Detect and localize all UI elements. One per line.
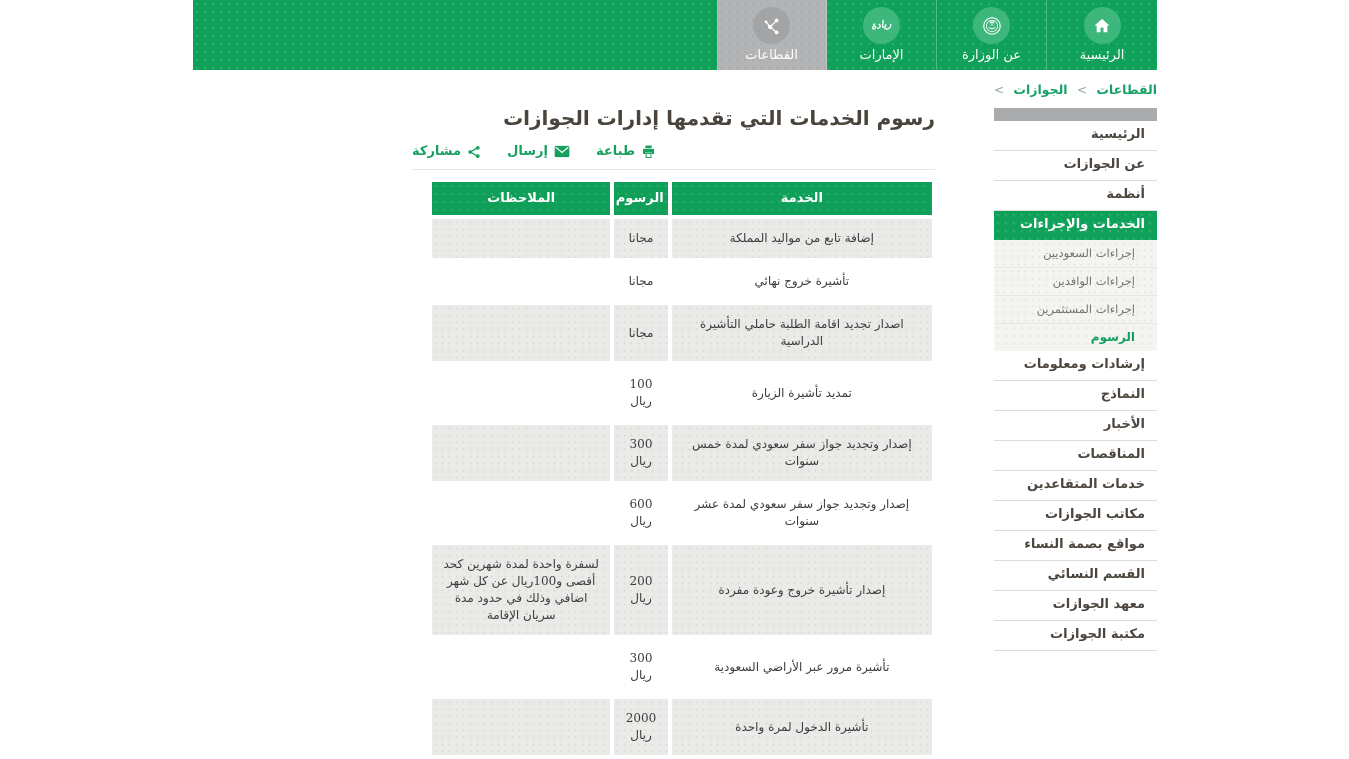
notes-cell xyxy=(432,699,610,755)
printer-icon xyxy=(641,144,656,159)
sidebar-item[interactable] xyxy=(994,381,1157,411)
notes-cell xyxy=(432,262,610,301)
nav-tabs xyxy=(717,0,1157,70)
print-button[interactable] xyxy=(596,144,656,159)
table-row xyxy=(432,262,932,301)
breadcrumb-separator: < xyxy=(1076,83,1087,97)
sidebar-item-label: الرسوم xyxy=(1090,330,1135,344)
table-row xyxy=(432,639,932,695)
sidebar-item[interactable] xyxy=(994,561,1157,591)
sidebar-item[interactable] xyxy=(994,181,1157,211)
service-cell: تمديد تأشيرة الزيارة xyxy=(672,365,932,421)
fee-cell: 200 ريال xyxy=(614,545,667,635)
nav-tab-emirates[interactable] xyxy=(827,0,937,70)
service-cell: إصدار وتجديد جواز سفر سعودي لمدة خمس سنوات xyxy=(672,425,932,481)
emirates-calligraphy-icon: ريادة xyxy=(863,7,900,44)
sidebar-item-label: الأخبار xyxy=(1103,417,1145,432)
fee-cell: 2000 ريال xyxy=(614,699,667,755)
sidebar-item[interactable] xyxy=(994,411,1157,441)
ministry-emblem-icon xyxy=(973,7,1010,44)
share-icon xyxy=(467,145,481,159)
sidebar-item-label: خدمات المتقاعدين xyxy=(1027,477,1145,492)
sidebar-item-label: إجراءات السعوديين xyxy=(1043,246,1135,260)
notes-cell xyxy=(432,639,610,695)
service-cell: إصدار وتجديد جواز سفر سعودي لمدة عشر سنوات xyxy=(672,485,932,541)
service-cell: إضافة تابع من مواليد المملكة xyxy=(672,219,932,258)
header-notes: الملاحظات xyxy=(432,182,610,215)
nav-tab-label: القطاعات xyxy=(745,48,798,63)
table-row xyxy=(432,485,932,541)
sidebar-item[interactable] xyxy=(994,296,1157,324)
sidebar-item-label: القسم النسائي xyxy=(1047,567,1145,582)
top-navbar xyxy=(193,0,1157,70)
service-cell: إصدار تأشيرة خروج وعودة مفردة xyxy=(672,545,932,635)
breadcrumb-link-passports[interactable]: الجوازات xyxy=(1013,82,1068,97)
sidebar-menu xyxy=(994,121,1157,651)
sidebar-item-label: مكتبة الجوازات xyxy=(1050,627,1145,642)
sidebar-item[interactable] xyxy=(994,211,1157,240)
breadcrumb-link-sectors[interactable]: القطاعات xyxy=(1096,82,1157,97)
sidebar-item-label: معهد الجوازات xyxy=(1052,597,1145,612)
sidebar-item-label: إرشادات ومعلومات xyxy=(1023,357,1145,372)
sidebar-item-label: مواقع بصمة النساء xyxy=(1024,537,1145,552)
page-title: رسوم الخدمات التي تقدمها إدارات الجوازات xyxy=(503,106,935,130)
print-label: طباعة xyxy=(595,144,636,159)
table-body xyxy=(432,219,932,755)
header-service: الخدمة xyxy=(672,182,932,215)
nav-tab-label: عن الوزارة xyxy=(961,48,1022,63)
table-row xyxy=(432,305,932,361)
share-button[interactable] xyxy=(412,144,481,159)
nav-tab-home[interactable] xyxy=(1047,0,1157,70)
share-label: مشاركة xyxy=(412,144,462,159)
sidebar-item-label: إجراءات الوافدين xyxy=(1052,274,1135,288)
notes-cell: لسفرة واحدة لمدة شهرين كحد أقصى و100ريال عن كل شهر اضافي وذلك في حدود مدة سريان الإقامة xyxy=(432,545,610,635)
sidebar-item-label: المناقصات xyxy=(1077,447,1145,462)
sidebar-item-label: الرئيسية xyxy=(1090,127,1145,142)
sectors-network-icon xyxy=(753,7,790,44)
fee-cell: 300 ريال xyxy=(614,639,667,695)
nav-tab-label: الرئيسية xyxy=(1079,48,1125,63)
table-row xyxy=(432,699,932,755)
sidebar-item[interactable] xyxy=(994,151,1157,181)
notes-cell xyxy=(432,485,610,541)
envelope-icon xyxy=(554,145,570,158)
send-label: إرسال xyxy=(507,144,548,159)
header-fee: الرسوم xyxy=(614,182,667,215)
fee-cell: مجانا xyxy=(614,219,667,258)
sidebar-item[interactable] xyxy=(994,240,1157,268)
breadcrumb-separator: < xyxy=(994,83,1005,97)
sidebar-item[interactable] xyxy=(994,268,1157,296)
sidebar-item[interactable] xyxy=(994,531,1157,561)
table-row xyxy=(432,219,932,258)
sidebar-item[interactable] xyxy=(994,591,1157,621)
breadcrumb xyxy=(989,82,1157,97)
sidebar-item[interactable] xyxy=(994,501,1157,531)
notes-cell xyxy=(432,425,610,481)
sidebar-item-label: عن الجوازات xyxy=(1063,157,1145,172)
sidebar-item-label: إجراءات المستثمرين xyxy=(1036,302,1135,316)
home-icon xyxy=(1084,7,1121,44)
sidebar-item[interactable] xyxy=(994,324,1157,351)
fee-cell: 300 ريال xyxy=(614,425,667,481)
sidebar-top-bar xyxy=(994,108,1157,121)
notes-cell xyxy=(432,305,610,361)
sidebar-item-label: مكاتب الجوازات xyxy=(1045,507,1145,522)
sidebar xyxy=(994,108,1157,651)
table-row xyxy=(432,425,932,481)
fee-cell: مجانا xyxy=(614,262,667,301)
service-cell: تأشيرة خروج نهائي xyxy=(672,262,932,301)
fee-cell: 100 ريال xyxy=(614,365,667,421)
service-cell: تأشيرة الدخول لمرة واحدة xyxy=(672,699,932,755)
main-content xyxy=(412,104,935,759)
sidebar-item-label: الخدمات والإجراءات xyxy=(1019,217,1145,232)
fee-cell: 600 ريال xyxy=(614,485,667,541)
sidebar-item[interactable] xyxy=(994,121,1157,151)
send-button[interactable] xyxy=(507,144,570,159)
table-row xyxy=(432,365,932,421)
sidebar-item[interactable] xyxy=(994,441,1157,471)
table-row xyxy=(432,545,932,635)
nav-tab-about-ministry[interactable] xyxy=(937,0,1047,70)
sidebar-item[interactable] xyxy=(994,621,1157,651)
sidebar-item-label: النماذج xyxy=(1100,387,1145,402)
service-cell: تأشيرة مرور عبر الأراضي السعودية xyxy=(672,639,932,695)
notes-cell xyxy=(432,219,610,258)
fees-table xyxy=(428,178,936,759)
nav-tab-label: الإمارات xyxy=(859,48,904,63)
sidebar-item-label: أنظمة xyxy=(1106,187,1145,202)
notes-cell xyxy=(432,365,610,421)
sidebar-item[interactable] xyxy=(994,471,1157,501)
sidebar-item[interactable] xyxy=(994,351,1157,381)
fee-cell: مجانا xyxy=(614,305,667,361)
table-header-row xyxy=(432,182,932,215)
actions-bar xyxy=(412,144,935,170)
service-cell: اصدار تجديد اقامة الطلبة حاملي التأشيرة الدراسية xyxy=(672,305,932,361)
nav-tab-sectors[interactable] xyxy=(717,0,827,70)
